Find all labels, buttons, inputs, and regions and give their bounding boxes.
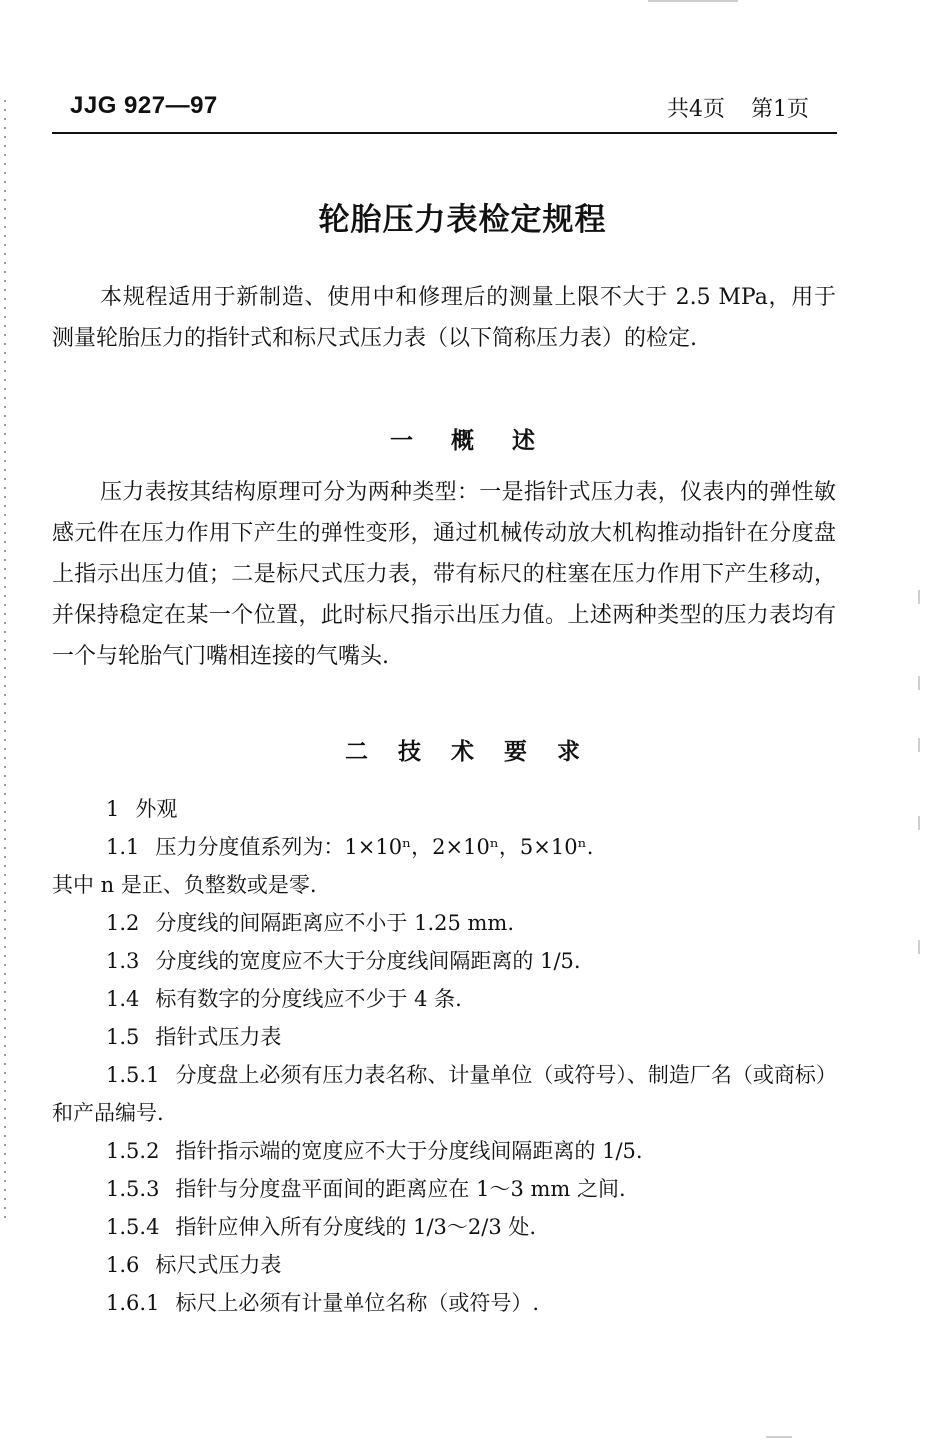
- scan-mark-bottom: [766, 1436, 792, 1438]
- list-item: 1.1 压力分度值系列为：1×10ⁿ，2×10ⁿ，5×10ⁿ.: [106, 835, 594, 859]
- page-header: [52, 90, 837, 134]
- list-item: 1.6 标尺式压力表: [106, 1253, 282, 1277]
- list-item: 其中 n 是正、负整数或是零.: [52, 873, 317, 897]
- list-item: 1.3 分度线的宽度应不大于分度线间隔距离的 1/5.: [106, 949, 581, 973]
- list-item: 1.5.4 指针应伸入所有分度线的 1/3～2/3 处.: [106, 1215, 537, 1239]
- list-item: 1.4 标有数字的分度线应不少于 4 条.: [106, 987, 462, 1011]
- intro-paragraph: 本规程适用于新制造、使用中和修理后的测量上限不大于 2.5 MPa，用于测量轮胎压力的指针式和标尺式压力表（以下简称压力表）的检定.: [52, 285, 836, 351]
- list-item: 1.5.1 分度盘上必须有压力表名称、计量单位（或符号）、制造厂名（或商标）和产品编号.: [52, 1063, 827, 1125]
- document-title: 轮胎压力表检定规程: [318, 202, 607, 238]
- list-item: 1.5.2 指针指示端的宽度应不大于分度线间隔距离的 1/5.: [106, 1139, 643, 1163]
- total-pages: 共4页: [667, 97, 725, 122]
- section-heading-requirements: 二 技 术 要 求: [344, 739, 581, 765]
- list-item: 1.5.3 指针与分度盘平面间的距离应在 1～3 mm 之间.: [106, 1177, 626, 1201]
- page-counter: [641, 92, 809, 123]
- list-item: 1.6.1 标尺上必须有计量单位名称（或符号）.: [106, 1291, 540, 1315]
- list-item: 1 外观: [106, 797, 178, 821]
- current-page: 第1页: [751, 97, 809, 122]
- list-item: 1.5 指针式压力表: [106, 1025, 282, 1049]
- scan-edge-left: [4, 100, 6, 1220]
- standard-code: JJG 927—97: [70, 92, 218, 119]
- scan-mark-right: [918, 676, 920, 690]
- list-item: 1.2 分度线的间隔距离应不小于 1.25 mm.: [106, 911, 515, 935]
- scan-mark-top: [648, 0, 738, 2]
- overview-paragraph: 压力表按其结构原理可分为两种类型：一是指针式压力表，仪表内的弹性敏感元件在压力作用下产生的弹性变形，通过机械传动放大机构推动指针在分度盘上指示出压力值；二是标尺式压力表，带有标尺的柱塞在压力作用下产生移动，并保持稳定在某一个位置，此时标尺指示出压力值。上述两种类型的压力表均有一个与轮胎气门嘴相连接的气嘴头.: [52, 480, 836, 669]
- scan-mark-right: [918, 590, 920, 604]
- scan-mark-right: [918, 940, 920, 954]
- requirements-list: [52, 790, 852, 1322]
- scan-mark-right: [918, 816, 920, 830]
- section-heading-overview: 一 概 述: [389, 428, 535, 454]
